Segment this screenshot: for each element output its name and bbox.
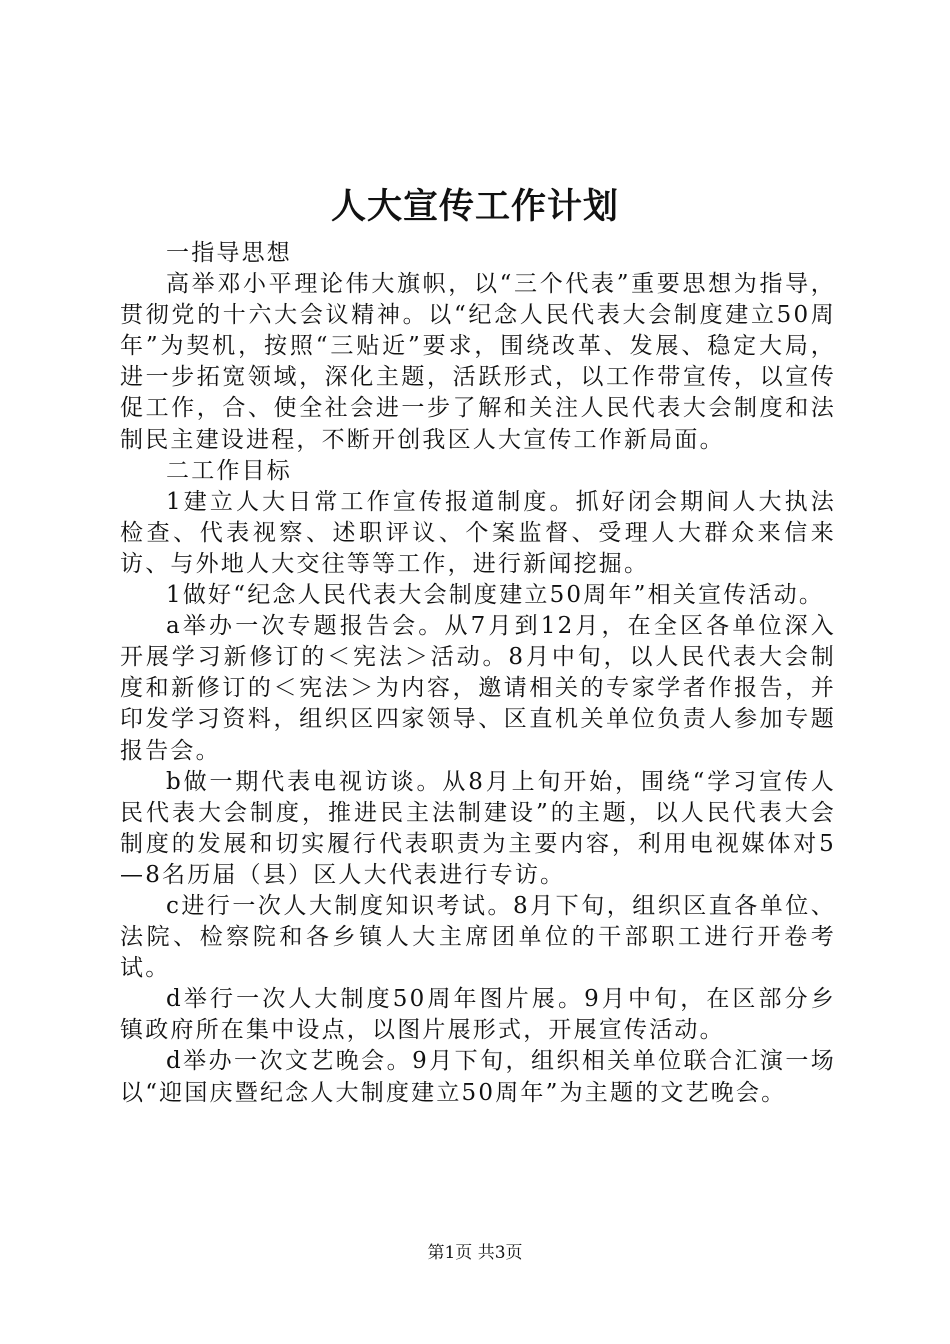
document-body bbox=[120, 238, 836, 1109]
paragraph-item-d-evening-gala: d举办一次文艺晚会。9月下旬，组织相关单位联合汇演一场以“迎国庆暨纪念人大制度建立50周年”为主题的文艺晚会。 bbox=[120, 1048, 836, 1106]
paragraph-goal-anniversary-activities: 1做好“纪念人民代表大会制度建立50周年”相关宣传活动。 bbox=[166, 582, 825, 609]
paragraph-item-c-exam: c进行一次人大制度知识考试。8月下旬，组织区直各单位、法院、检察院和各乡镇人大主席团单位的干部职工进行开卷考试。 bbox=[120, 892, 836, 982]
paragraph-goal-reporting-system: 1建立人大日常工作宣传报道制度。抓好闭会期间人大执法检查、代表视察、述职评议、个案监督、受理人大群众来信来访、与外地人大交往等等工作，进行新闻挖掘。 bbox=[120, 488, 836, 577]
document-title: 人大宣传工作计划 bbox=[330, 186, 619, 227]
paragraph-item-d-photo-exhibition: d举行一次人大制度50周年图片展。9月中旬，在区部分乡镇政府所在集中设点，以图片展形式，开展宣传活动。 bbox=[120, 986, 836, 1044]
paragraph-item-a-lecture: a举办一次专题报告会。从7月到12月，在全区各单位深入开展学习新修订的＜宪法＞活动。8月中旬，以人民代表大会制度和新修订的＜宪法＞为内容，邀请相关的专家学者作报告，并印发学习资料，组织区四家领导、区直机关单位负责人参加专题报告会。 bbox=[120, 613, 836, 764]
paragraph-guiding-ideology: 高举邓小平理论伟大旗帜，以“三个代表”重要思想为指导，贯彻党的十六大会议精神。以“纪念人民代表大会制度建立50周年”为契机，按照“三贴近”要求，围绕改革、发展、稳定大局，进一步拓宽领域，深化主题，活跃形式，以工作带宣传，以宣传促工作，合、使全社会进一步了解和关注人民代表大会制度和法制民主建设进程，不断开创我区人大宣传工作新局面。 bbox=[120, 271, 836, 453]
paragraph-item-b-tv-interview: b做一期代表电视访谈。从8月上旬开始，围绕“学习宣传人民代表大会制度，推进民主法制建设”的主题，以人民代表大会制度的发展和切实履行代表职责为主要内容，利用电视媒体对5—8名历届（县）区人大代表进行专访。 bbox=[120, 768, 836, 888]
section-heading-guiding-ideology: 一指导思想 bbox=[166, 240, 292, 266]
page-number-footer: 第1页 共3页 bbox=[427, 1243, 523, 1263]
section-heading-work-goals: 二工作目标 bbox=[166, 457, 292, 484]
